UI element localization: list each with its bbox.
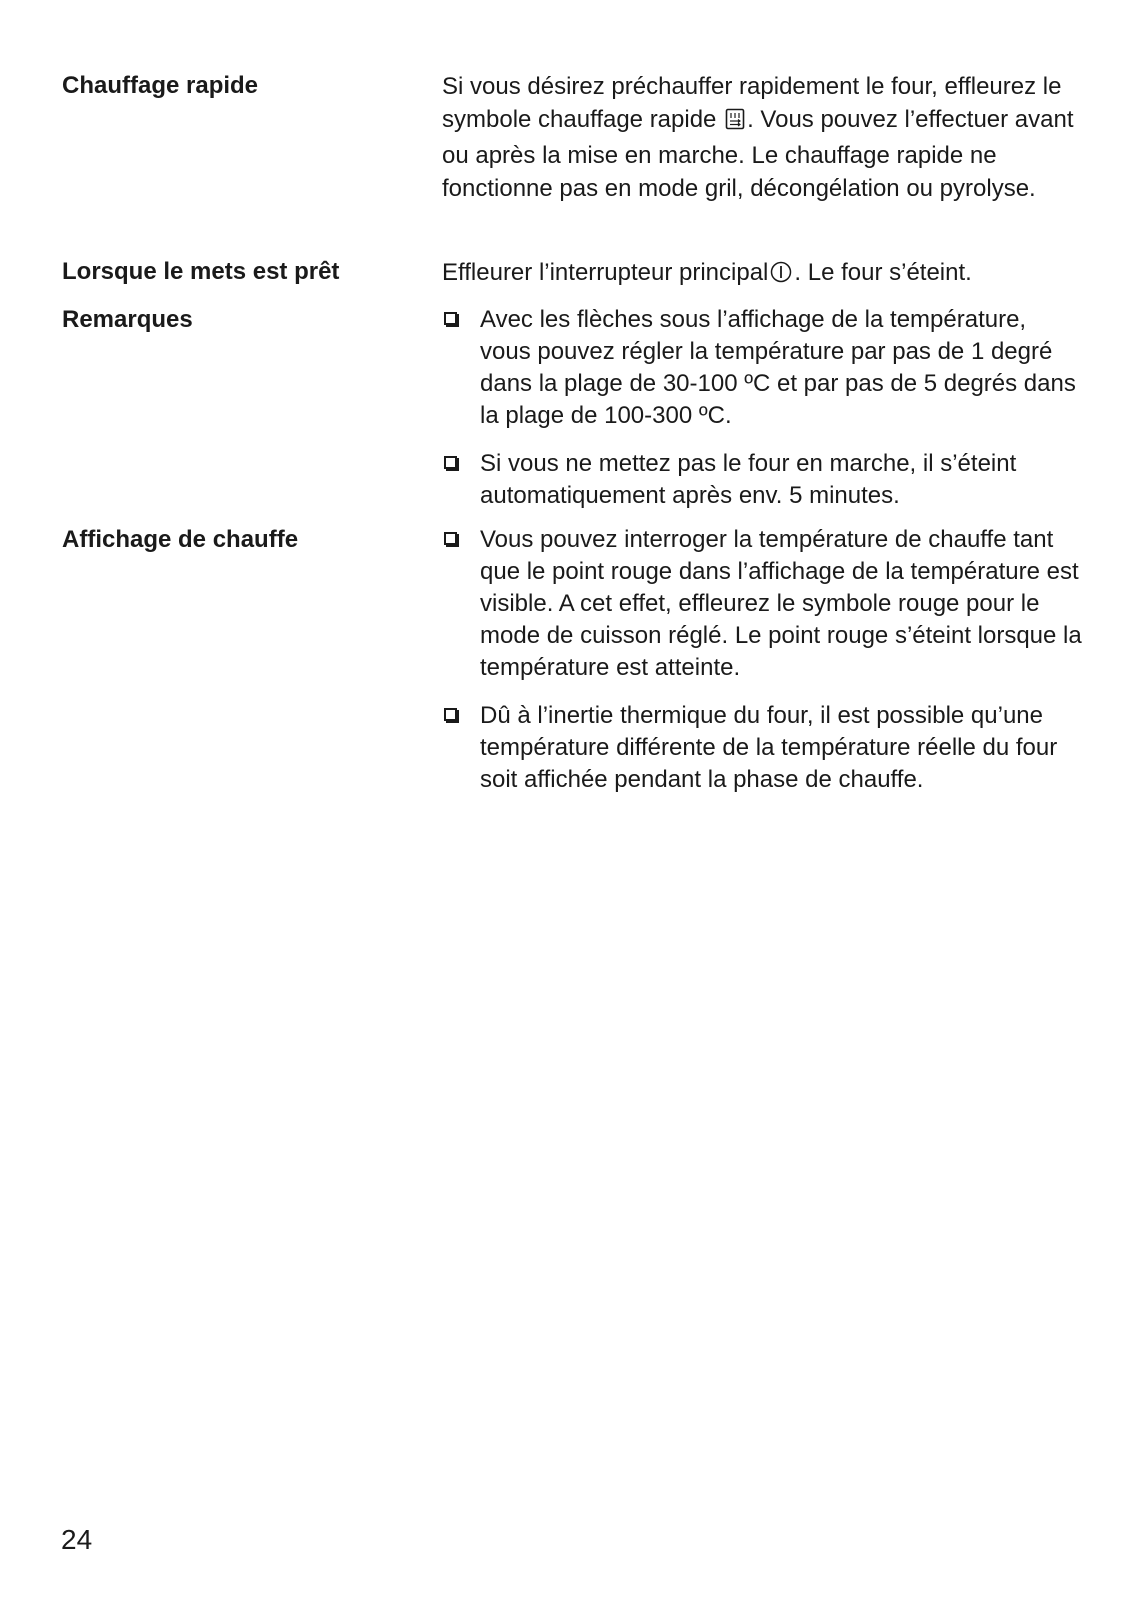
list-item-text: Dû à l’inertie thermique du four, il est possible qu’une température différente de la température réelle du four soit affichée pendant la phase de chauffe.	[480, 702, 1058, 793]
list-item-text: Avec les flèches sous l’affichage de la température, vous pouvez régler la température par pas de 1 degré dans la plage de 30-100 ºC et par pas de 5 degrés dans la plage de 100-300 ºC.	[480, 306, 1076, 429]
checkbox-bullet-icon	[444, 312, 457, 325]
checkbox-bullet-icon	[444, 532, 457, 545]
list-item-text: Vous pouvez interroger la température de chauffe tant que le point rouge dans l’affichage de la température est visible. A cet effet, effleurez le symbole rouge pour le mode de cuisson réglé. Le point rouge s’éteint lorsque la température est atteinte.	[480, 526, 1082, 681]
power-icon	[770, 259, 792, 292]
list-item	[442, 700, 1082, 796]
list-item	[442, 524, 1082, 684]
list-item	[442, 448, 1082, 512]
checkbox-bullet-icon	[444, 456, 457, 469]
heat-display-list	[442, 524, 1082, 812]
remarks-list	[442, 304, 1082, 528]
text-fast-heating-part2: . Vous pouvez l’effectuer avant ou après la mise en marche. Le chauffage rapide ne fonctionne pas en mode gril, décongélation ou pyrolyse.	[442, 106, 1074, 202]
list-item-text: Si vous ne mettez pas le four en marche, il s’éteint automatiquement après env. 5 minutes.	[480, 450, 1017, 509]
list-item	[442, 304, 1082, 432]
heading-remarks: Remarques	[62, 306, 193, 333]
checkbox-bullet-icon	[444, 708, 457, 721]
text-fast-heating	[442, 70, 1082, 205]
page-number: 24	[61, 1524, 93, 1555]
heading-fast-heating: Chauffage rapide	[62, 72, 259, 99]
text-when-ready	[442, 256, 1082, 292]
fast-heating-icon	[725, 106, 745, 139]
heading-when-ready: Lorsque le mets est prêt	[62, 258, 340, 285]
text-fast-heating-part1: Si vous désirez préchauffer rapidement le four, effleurez le symbole chauffage rapide	[442, 73, 1062, 133]
heading-heat-display: Affichage de chauffe	[62, 526, 299, 553]
text-when-ready-part1: Effleurer l’interrupteur principal	[442, 259, 769, 286]
text-when-ready-part2: . Le four s’éteint.	[794, 259, 972, 286]
